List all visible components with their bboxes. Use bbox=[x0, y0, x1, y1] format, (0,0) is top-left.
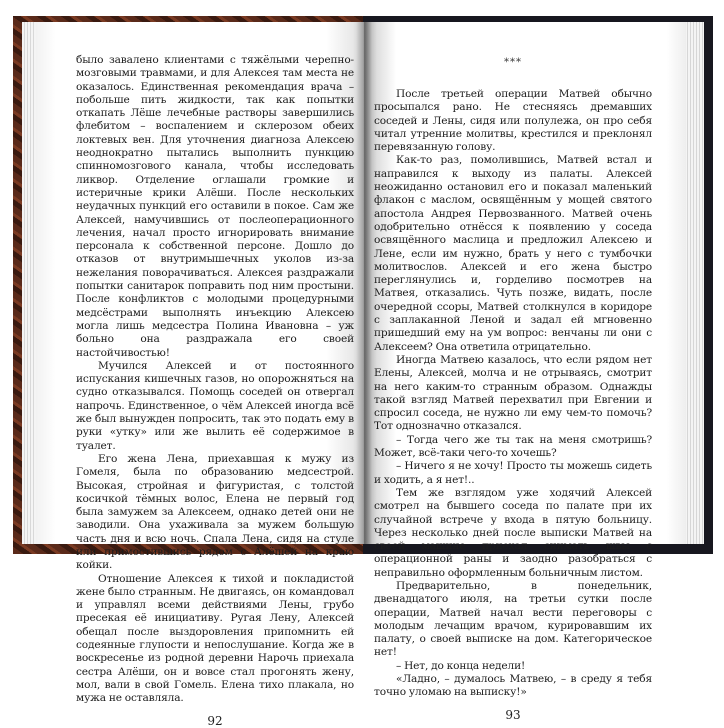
section-break-mark: *** bbox=[504, 57, 522, 68]
right-page-text bbox=[374, 88, 652, 700]
page-spacer bbox=[76, 706, 354, 714]
paragraph: Отношение Алексея к тихой и покладистой жене было странным. Не двигаясь, он командовал и управлял всеми действиями Лены, грубо пресекая её инициативу. Ругая Лену, Алексей обещал после выздоровления припомнить ей содеянные глупости и непослушание. Когда же в воскресенье из родной деревни Нарочь приехала сестра Алёши, он и вовсе стал прогонять жену, мол, вали в свой Гомель. Елена тихо плакала, но мужа не оставляла. bbox=[76, 572, 354, 705]
paragraph: Мучился Алексей и от постоянного испускания кишечных газов, но опорожняться на судно отказывался. Помощь соседей он отвергал напрочь. Единственное, о чём Алексей иногда всё же был вынужден попросить, так это подать ему в руки «утку» или же вылить её содержимое в туалет. bbox=[76, 359, 354, 452]
left-page-text bbox=[76, 54, 354, 706]
paragraph: было завалено клиентами с тяжёлыми черепно-мозговыми травмами, и для Алексея там места не оказалось. Единственная рекомендация врача – побольше пить жидкости, так как попытки откапать Лёше лечебные растворы завершились флебитом – воспалением и склерозом обеих локтевых вен. Для уточнения диагноза Алексею неоднократно пытались выполнить пункцию спинномозгового канала, чтобы исследовать ликвор. Отделение оглашали громкие и истеричные крики Алёши. После нескольких неудачных пункций его оставили в покое. Сам же Алексей, намучившись от послеоперационного лечения, начал просто игнорировать внимание персонала к собственной персоне. Дошло до отказов от внутримышечных уколов из-за нежелания поворачиваться. Алексея раздражали попытки санитарок поправить под ним простыни. После конфликтов с молодыми процедурными медсёстрами выполнять инъекцию Алексею могла лишь медсестра Полина Ивановна – уж больно она раздражала его своей настойчивостью! bbox=[76, 54, 354, 359]
paragraph: «Ладно, – думалось Матвею, – в среду я тебя точно уломаю на выписку!» bbox=[374, 673, 652, 699]
paragraph: После третьей операции Матвей обычно просыпался рано. Не стесняясь дремавших соседей и Лены, сидя или полулежа, он про себя читал утренние молитвы, крестился и преклонял перевязанную голову. bbox=[374, 88, 652, 154]
page-number-left: 92 bbox=[207, 713, 223, 728]
paragraph: Тем же взглядом уже ходячий Алексей смотрел на бывшего соседа по палате при их случайной встрече у входа в пятую больницу. Через несколько дней после выписки Матвей на своей машине приехал снимать швы с операционной раны и заодно разобраться с неправильно оформленным больничным листом. bbox=[374, 486, 652, 579]
page-number-right: 93 bbox=[505, 707, 521, 722]
page-spacer bbox=[374, 700, 652, 708]
book-spine-gutter bbox=[356, 22, 372, 544]
dialogue-line: – Ничего я не хочу! Просто ты можешь сидеть и ходить, а я нет!.. bbox=[374, 460, 652, 486]
dialogue-line: – Нет, до конца недели! bbox=[396, 659, 526, 672]
paragraph: Как-то раз, помолившись, Матвей встал и направился к выходу из палаты. Алексей неожиданно остановил его и показал маленький флакон с маслом, освящённым у мощей святого апостола Андрея Первозванного. Матвей очень одобрительно отнёсся к появлению у соседа освящённого маслица и предложил Алексею и Лене, если им нужно, брать у него с тумбочки молитвослов. Алексей и его жена быстро переглянулись и, горделиво посмотрев на Матвея, отказались. Чуть позже, видать, после очередной ссоры, Матвей столкнулся в коридоре с заплаканной Леной и задал ей мгновенно пришедший ему на ум вопрос: венчаны ли они с Алексеем? Она ответила отрицательно. bbox=[374, 154, 652, 353]
left-page-column bbox=[76, 54, 354, 728]
paragraph: Его жена Лена, приехавшая к мужу из Гомеля, была по образованию медсестрой. Высокая, стройная и фигуристая, с толстой косичкой тёмных волос, Елена не первый год была замужем за Алексеем, однако детей они не заводили. Она ухаживала за мужем большую часть дня и всю ночь. Спала Лена, сидя на стуле или примостившись рядом с Алёшей на краю койки. bbox=[76, 452, 354, 572]
right-page-column bbox=[374, 56, 652, 722]
paragraph: Иногда Матвею казалось, что если рядом нет Елены, Алексей, молча и не отрываясь, смотрит на него каким-то странным образом. Однажды такой взгляд Матвей перехватил при Евгении и спросил соседа, не нужно ли ему чем-то помочь? Тот однозначно отказался. bbox=[374, 353, 652, 433]
paragraph: Предварительно, в понедельник, двенадцатого июля, на третьи сутки после операции, Матвей начал вести переговоры с молодым лечащим врачом, курировавшим их палату, о своей выписке на дом. Категорическое нет! bbox=[374, 579, 652, 659]
dialogue-line: – Тогда чего же ты так на меня смотришь? Может, всё-таки чего-то хочешь? bbox=[374, 433, 652, 460]
